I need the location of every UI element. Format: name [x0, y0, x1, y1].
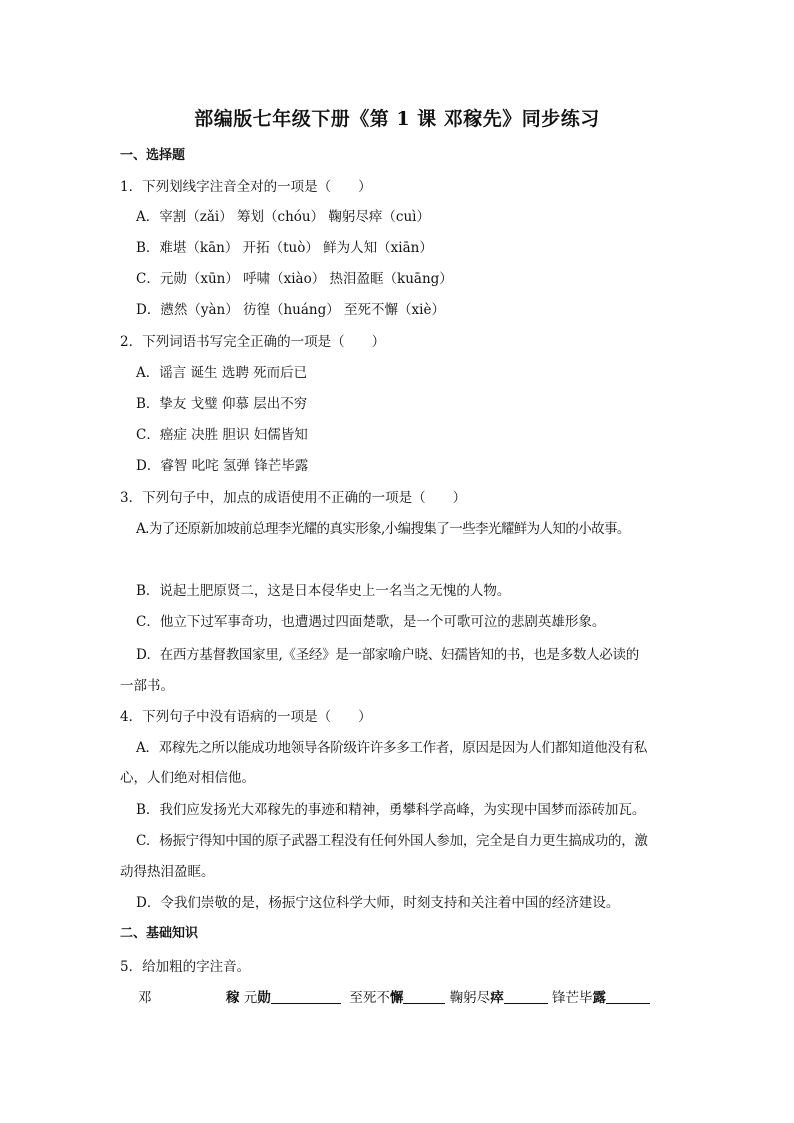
document-title: 部编版七年级下册《第 1 课 邓稼先》同步练习	[194, 108, 600, 130]
question-1-stem: 1．下列划线字注音全对的一项是（ ）	[120, 179, 372, 195]
answer-blank-4[interactable]	[606, 989, 650, 1004]
question-2-option-c: C．癌症 决胜 胆识 妇儒皆知	[136, 427, 308, 443]
question-3-option-b: B．说起土肥原贤二，这是日本侵华史上一名当之无愧的人物。	[136, 583, 511, 599]
question-3-option-d-line2: 一部书。	[120, 678, 174, 694]
bold-char-lu: 露	[592, 990, 606, 1006]
question-4-option-a-line1: A．邓稼先之所以能成功地领导各阶级许许多多工作者，原因是因为人们都知道他没有私	[136, 740, 648, 756]
question-4-stem: 4．下列句子中没有语病的一项是（ ）	[120, 709, 372, 725]
bold-char-cui: 瘁	[490, 990, 504, 1006]
word-fengmangbilu-a: 锋芒毕	[551, 990, 593, 1006]
question-1-option-b: B．难堪（kān） 开拓（tuò） 鲜为人知（xiān）	[136, 240, 433, 256]
question-5-word-deng: 邓	[138, 990, 152, 1006]
question-3-option-d-line1: D．在西方基督教国家里,《圣经》是一部家喻户晓、妇孺皆知的书，也是多数人必读的	[136, 647, 639, 663]
word-yuanxun-a: 元	[243, 990, 258, 1006]
question-3-option-c: C．他立下过军事奇功，也遭遇过四面楚歌，是一个可歌可泣的悲剧英雄形象。	[136, 614, 606, 630]
question-4-option-a-line2: 心，人们绝对相信他。	[120, 770, 255, 786]
section-heading-basics: 二、基础知识	[120, 926, 199, 941]
question-2-stem: 2．下列词语书写完全正确的一项是（ ）	[120, 334, 386, 350]
answer-blank-1[interactable]	[271, 989, 341, 1004]
question-1-option-d: D．懑然（yàn） 彷徨（huáng） 至死不懈（xiè）	[136, 302, 445, 318]
answer-blank-2[interactable]	[403, 989, 445, 1004]
question-4-option-c-line1: C．杨振宁得知中国的原子武器工程没有任何外国人参加，完全是自力更生搞成功的，激	[136, 833, 648, 849]
question-4-option-c-line2: 动得热泪盈眶。	[120, 864, 215, 880]
question-2-option-a: A．谣言 诞生 选聘 死而后已	[136, 365, 308, 381]
question-5-stem: 5．给加粗的字注音。	[120, 959, 251, 975]
question-2-option-b: B．挚友 戈璧 仰慕 层出不穷	[136, 396, 308, 412]
question-2-option-d: D．睿智 叱咤 氢弹 锋芒毕露	[136, 458, 309, 474]
bold-char-xun: 勋	[257, 990, 271, 1006]
bold-char-jia: 稼	[226, 990, 240, 1006]
section-heading-choice: 一、选择题	[120, 148, 186, 163]
word-jugongjincui-a: 鞠躬尽	[449, 990, 491, 1006]
question-4-option-d: D．令我们崇敬的是，杨振宁这位科学大师，时刻支持和关注着中国的经济建设。	[136, 895, 620, 911]
answer-blank-3[interactable]	[504, 989, 548, 1004]
question-1-option-a: A．宰割（zǎi） 筹划（chóu） 鞠躬尽瘁（cuì）	[136, 209, 430, 225]
question-3-stem: 3．下列句子中，加点的成语使用不正确的一项是（ ）	[120, 490, 467, 506]
question-4-option-b: B．我们应发扬光大邓稼先的事迹和精神，勇攀科学高峰，为实现中国梦而添砖加瓦。	[136, 802, 646, 818]
question-5-fill-row	[226, 989, 650, 1007]
word-zhisibuxie-a: 至死不	[349, 990, 390, 1006]
question-1-option-c: C．元勋（xūn） 呼啸（xiào） 热泪盈眶（kuāng）	[136, 271, 453, 287]
bold-char-xie: 懈	[389, 990, 404, 1006]
question-3-option-a: A.为了还原新加坡前总理李光耀的真实形象,小编搜集了一些李光耀鲜为人知的小故事。	[136, 521, 630, 537]
